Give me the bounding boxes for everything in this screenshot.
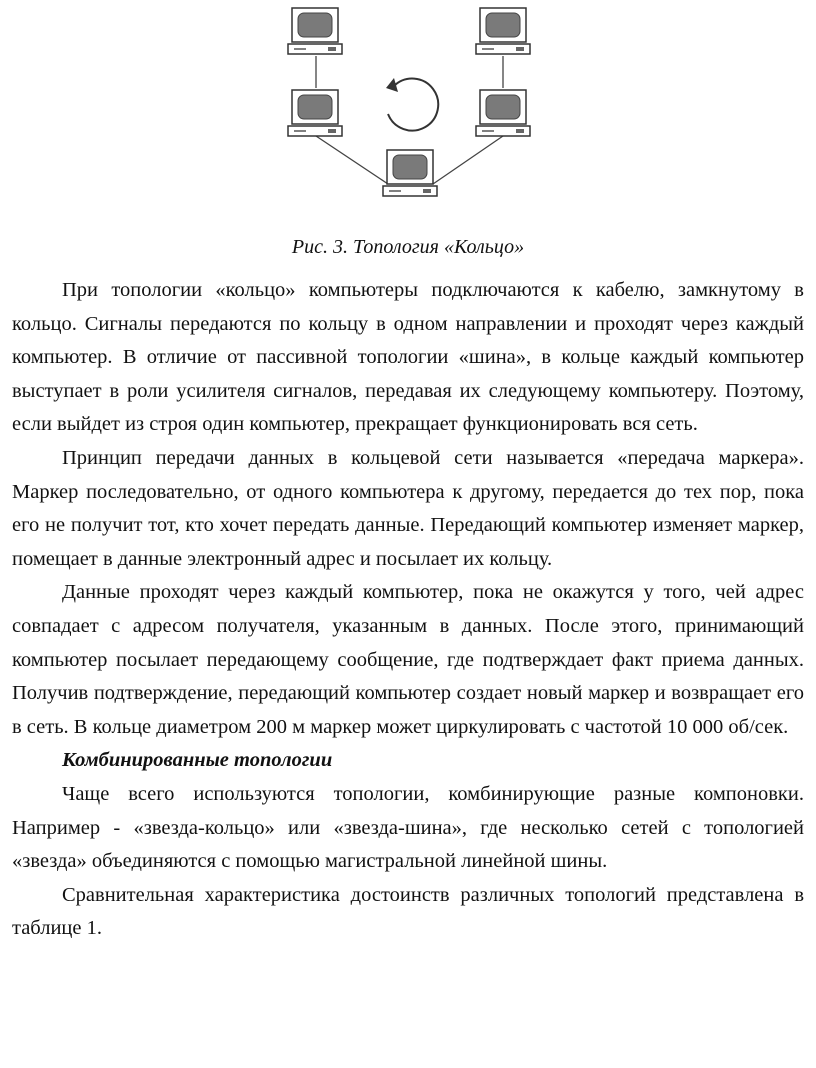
paragraph: Принцип передачи данных в кольцевой сети называется «передача маркера». Маркер последовательно, от одного компьютера к другому, передается до тех пор, пока его не получит тот, кто хочет передать данные. Передающий компьютер изменяет маркер, помещает в данные электронный адрес и посылает их кольцу. [12, 446, 804, 570]
computer-icon [476, 8, 530, 54]
paragraph: Чаще всего используются топологии, комбинирующие разные компоновки. Например - «звезда-кольцо» или «звезда-шина», где несколько сетей с топологией «звезда» объединяются с помощью магистральной линейной шины. [12, 782, 804, 873]
paragraph: Данные проходят через каждый компьютер, пока не окажутся у того, чей адрес совпадает с адресом получателя, указанным в данных. После этого, принимающий компьютер посылает передающему сообщение, где подтверждает факт приема данных. Получив подтверждение, передающий компьютер создает новый маркер и возвращает его в сеть. В кольце диаметром 200 м маркер может циркулировать с частотой 10 000 об/сек. [12, 581, 804, 738]
computer-icon [476, 90, 530, 136]
paragraph: Сравнительная характеристика достоинств различных топологий представлена в таблице 1. [12, 883, 804, 940]
computer-icon [288, 8, 342, 54]
rotation-arrow-icon [386, 78, 438, 131]
document-body [12, 274, 804, 946]
figure-caption: Рис. 3. Топология «Кольцо» [291, 236, 525, 258]
computer-icon [288, 90, 342, 136]
computer-icon [383, 150, 437, 196]
ring-topology-figure [270, 0, 560, 210]
paragraph: При топологии «кольцо» компьютеры подключаются к кабелю, замкнутому в кольцо. Сигналы передаются по кольцу в одном направлении и проходят через каждый компьютер. В отличие от пассивной топологии «шина», в кольце каждый компьютер выступает в роли усилителя сигналов, передавая их следующему компьютеру. Поэтому, если выйдет из строя один компьютер, прекращает функционировать вся сеть. [12, 279, 804, 436]
ring-topology-diagram [270, 0, 560, 210]
section-heading: Комбинированные топологии [62, 749, 333, 772]
